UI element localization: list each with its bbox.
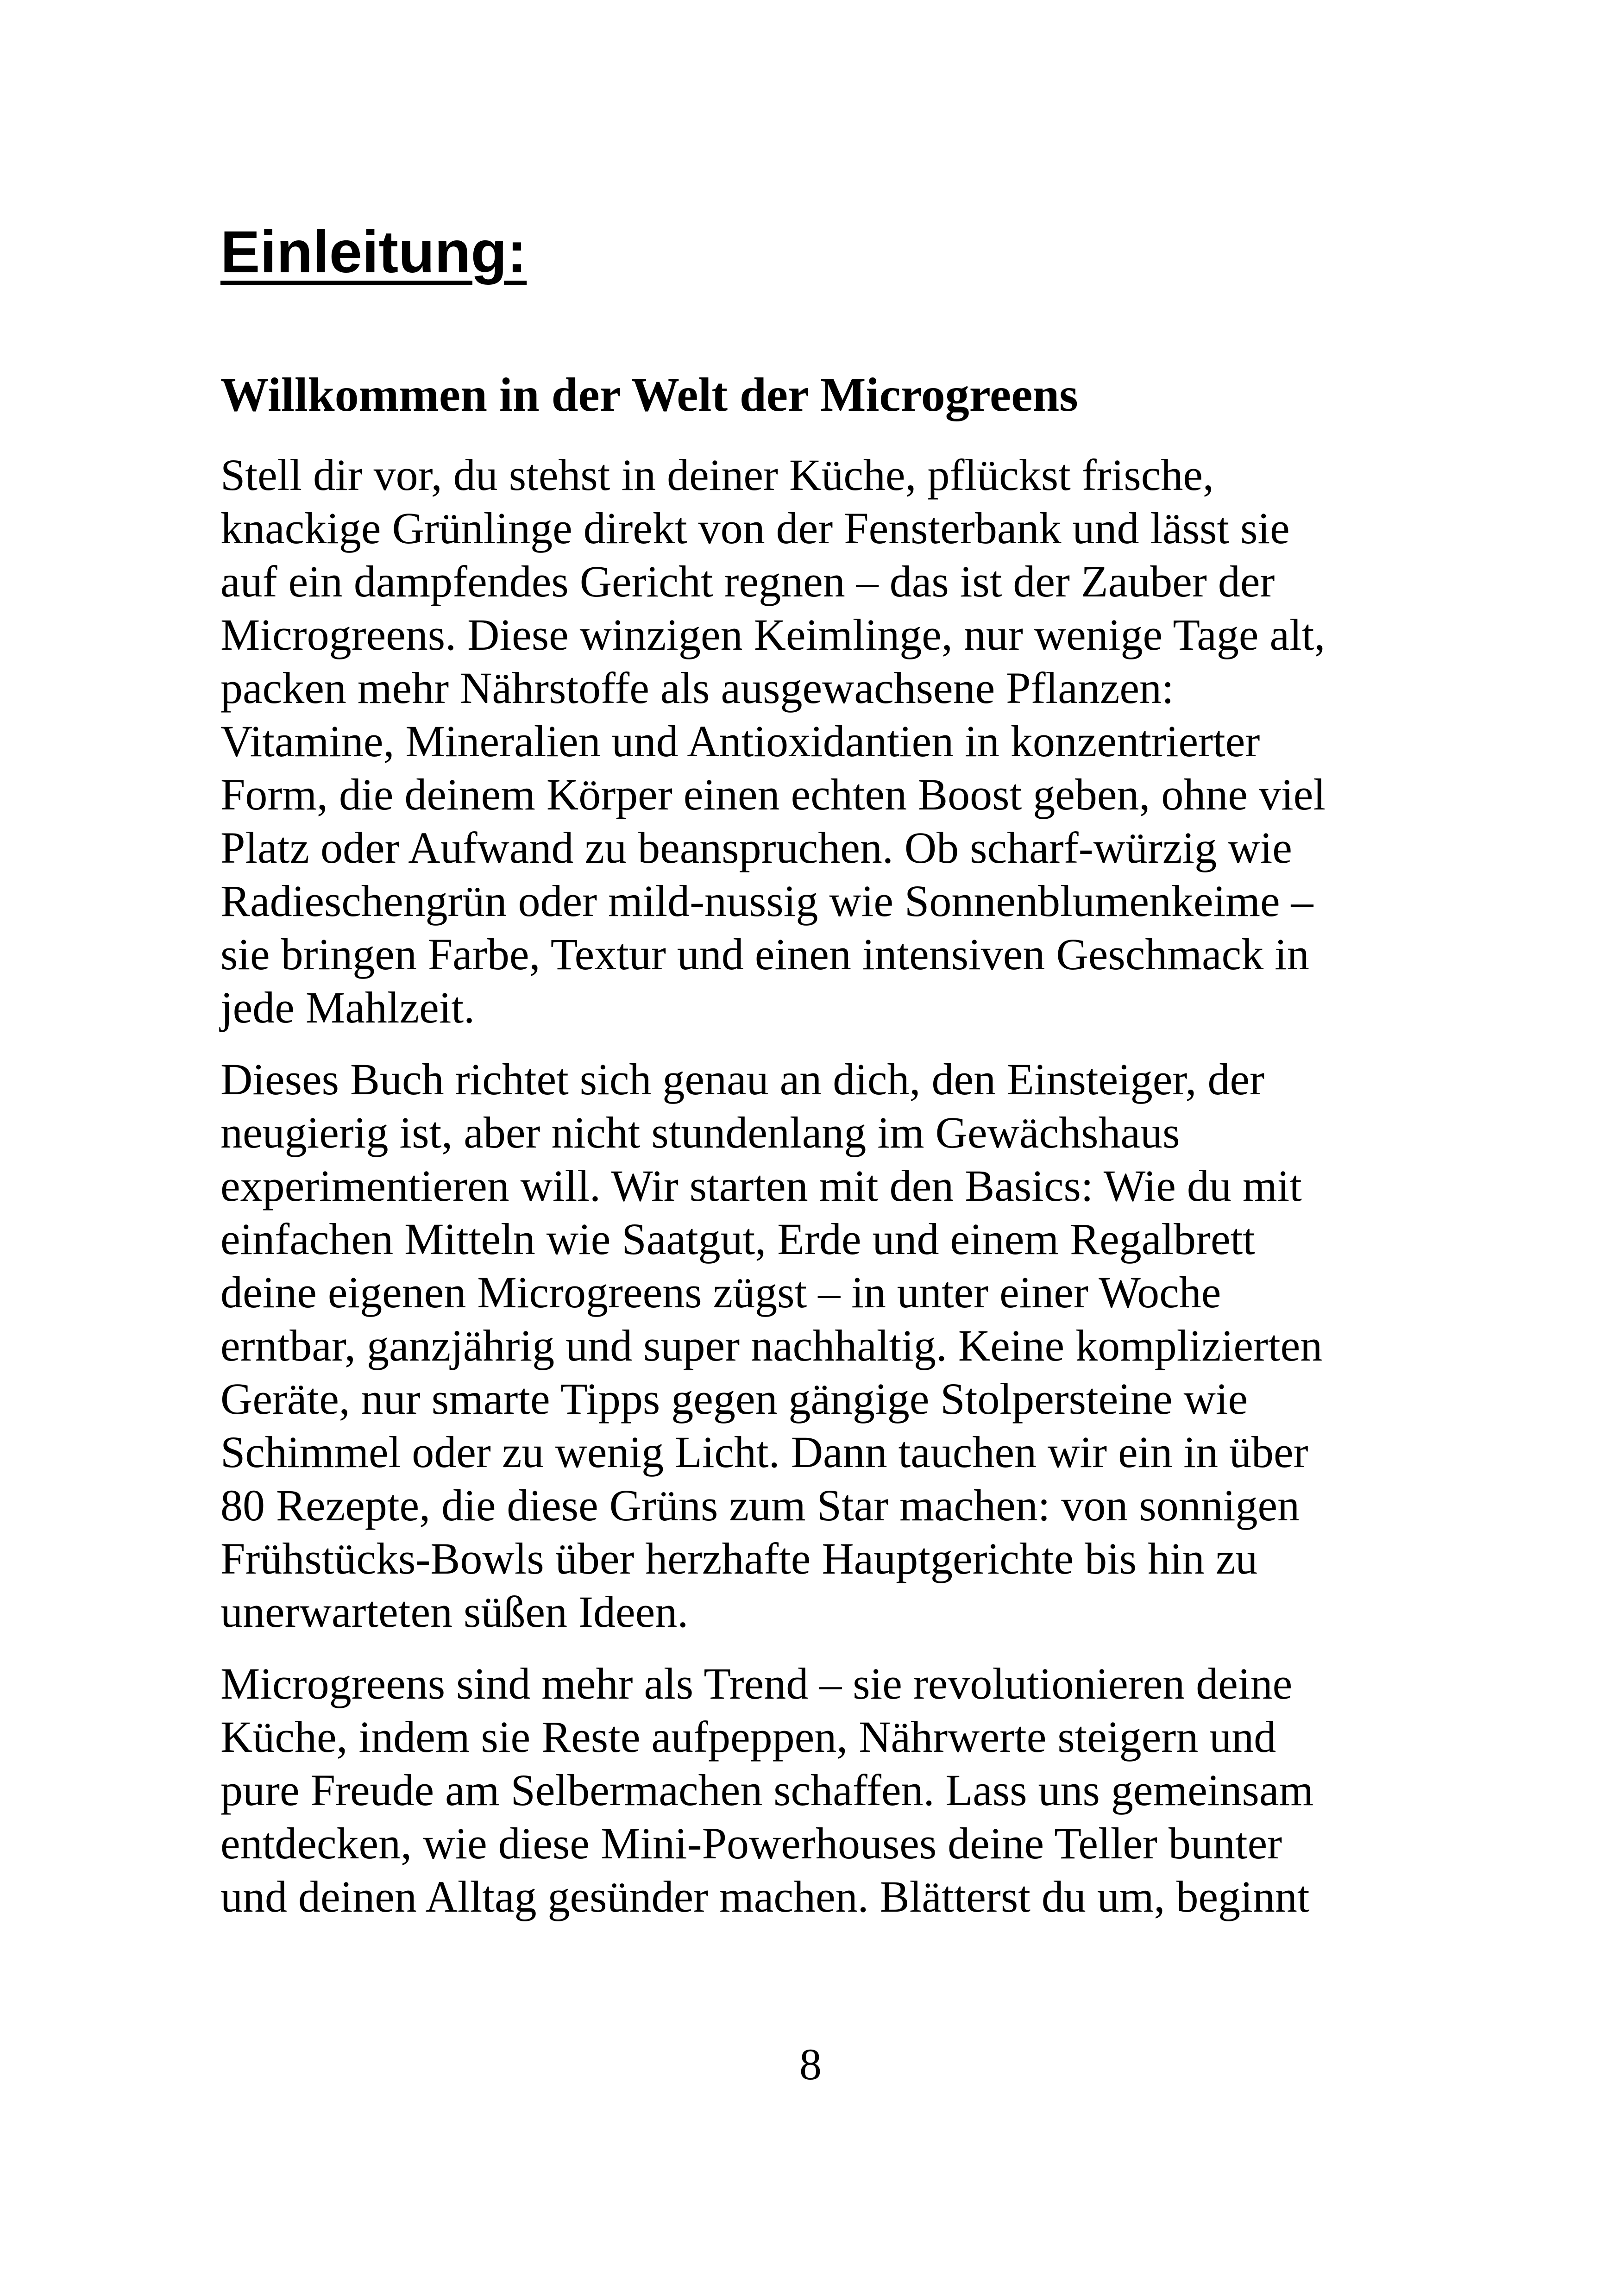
text-line: einfachen Mitteln wie Saatgut, Erde und einem Regalbrett [220, 1214, 1255, 1264]
text-line: entdecken, wie diese Mini-Powerhouses deine Teller bunter [220, 1819, 1282, 1868]
text-line: Microgreens. Diese winzigen Keimlinge, nur wenige Tage alt, [220, 610, 1326, 659]
text-line: Microgreens sind mehr als Trend – sie revolutionieren deine [220, 1659, 1293, 1708]
text-line: Frühstücks-Bowls über herzhafte Hauptgerichte bis hin zu [220, 1534, 1258, 1583]
text-line: experimentieren will. Wir starten mit den Basics: Wie du mit [220, 1161, 1302, 1211]
paragraph-2 [220, 1053, 1406, 1638]
text-line: packen mehr Nährstoffe als ausgewachsene Pflanzen: [220, 663, 1174, 713]
text-line: deine eigenen Microgreens zügst – in unter einer Woche [220, 1267, 1221, 1317]
text-line: pure Freude am Selbermachen schaffen. Lass uns gemeinsam [220, 1765, 1314, 1815]
page-number: 8 [799, 2039, 822, 2089]
paragraph-3 [220, 1657, 1406, 1923]
text-line: jede Mahlzeit. [220, 983, 475, 1032]
text-line: und deinen Alltag gesünder machen. Blätterst du um, beginnt [220, 1872, 1310, 1921]
text-line: neugierig ist, aber nicht stundenlang im Gewächshaus [220, 1108, 1180, 1157]
text-line: auf ein dampfendes Gericht regnen – das ist der Zauber der [220, 557, 1275, 606]
body-text [220, 448, 1406, 1942]
text-line: Geräte, nur smarte Tipps gegen gängige Stolpersteine wie [220, 1374, 1248, 1424]
text-line: Radieschengrün oder mild-nussig wie Sonnenblumenkeime – [220, 876, 1313, 926]
chapter-title: Einleitung: [220, 219, 527, 285]
text-line: erntbar, ganzjährig und super nachhaltig. Keine komplizierten [220, 1321, 1323, 1370]
text-line: Dieses Buch richtet sich genau an dich, den Einsteiger, der [220, 1054, 1265, 1104]
section-title: Willkommen in der Welt der Microgreens [220, 368, 1078, 421]
text-line: Schimmel oder zu wenig Licht. Dann tauchen wir ein in über [220, 1427, 1308, 1477]
text-line: Stell dir vor, du stehst in deiner Küche, pflückst frische, [220, 450, 1214, 500]
text-line: Küche, indem sie Reste aufpeppen, Nährwerte steigern und [220, 1712, 1276, 1762]
text-line: Vitamine, Mineralien und Antioxidantien in konzentrierter [220, 716, 1260, 766]
text-line: sie bringen Farbe, Textur und einen intensiven Geschmack in [220, 929, 1309, 979]
text-line: Form, die deinem Körper einen echten Boost geben, ohne viel [220, 770, 1326, 819]
text-line: 80 Rezepte, die diese Grüns zum Star machen: von sonnigen [220, 1480, 1300, 1530]
paragraph-1 [220, 448, 1406, 1034]
text-line: Platz oder Aufwand zu beanspruchen. Ob scharf-würzig wie [220, 823, 1292, 872]
text-line: unerwarteten süßen Ideen. [220, 1587, 689, 1637]
text-line: knackige Grünlinge direkt von der Fensterbank und lässt sie [220, 503, 1290, 553]
